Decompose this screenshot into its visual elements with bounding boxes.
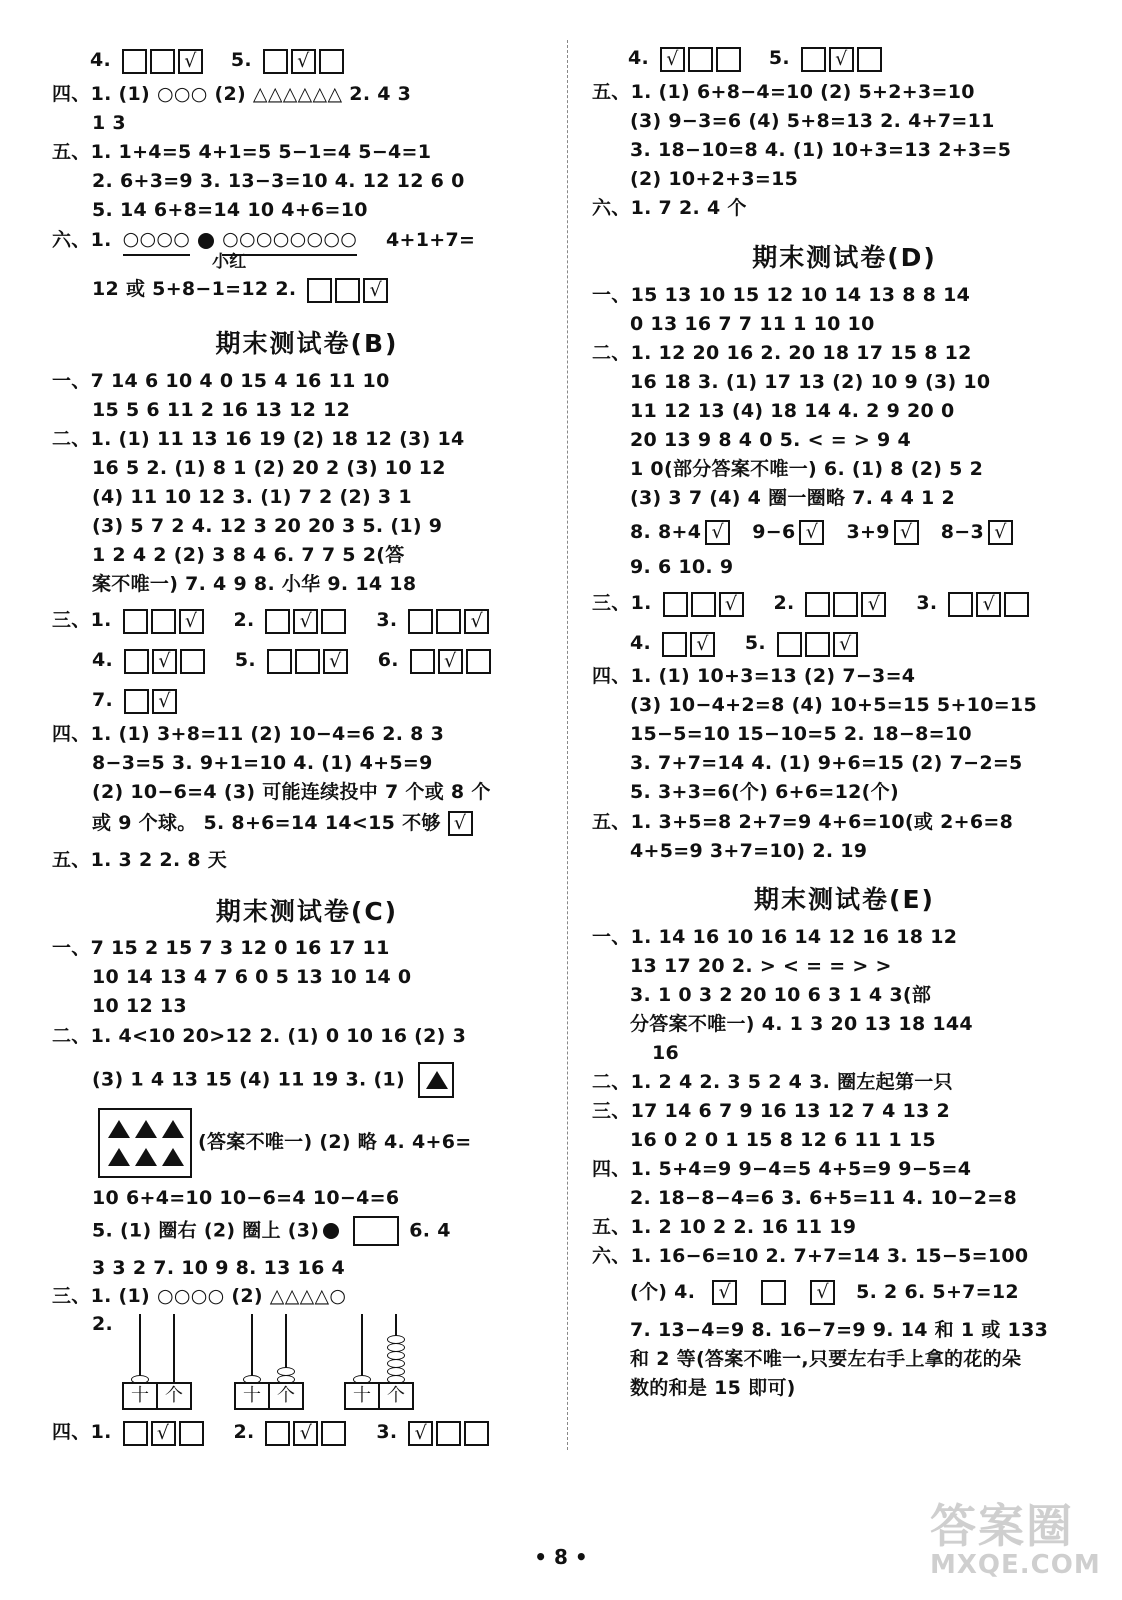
section-title-e: 期末测试卷(E)	[754, 885, 935, 914]
answer-line: 10 12 13	[92, 995, 187, 1017]
abacus-diagram	[344, 1314, 414, 1410]
check-box	[663, 592, 688, 617]
check-box	[801, 47, 826, 72]
answer-line: 12 或 5+8−1=12 2. √	[92, 275, 397, 304]
answer-line: 9. 6 10. 9	[630, 556, 734, 578]
check-box	[436, 609, 461, 634]
answer-line: 4. √ 5. √ 6. √	[92, 646, 500, 675]
check-box: √	[151, 1421, 176, 1446]
answer-line: (个) 4. √ √ 5. 2 6. 5+7=12	[630, 1281, 1019, 1303]
check-box	[307, 278, 332, 303]
answer-line: (3) 1 4 13 15 (4) 11 19 3. (1)	[92, 1062, 454, 1098]
check-box	[948, 592, 973, 617]
answer-line: 7. 13−4=9 8. 16−7=9 9. 14 和 1 或 133	[630, 1319, 1049, 1341]
check-box	[464, 1421, 489, 1446]
check-box: √	[712, 1280, 737, 1305]
check-box: √	[660, 47, 685, 72]
answer-line: (答案不唯一) (2) 略 4. 4+6=	[198, 1131, 472, 1153]
check-box	[410, 649, 435, 674]
answer-line: 一、15 13 10 15 12 10 14 13 8 8 14	[592, 284, 971, 306]
check-box	[151, 609, 176, 634]
abacus-rod	[361, 1314, 363, 1384]
check-box	[857, 47, 882, 72]
triangle-box-icon	[418, 1062, 454, 1098]
answer-line: (3) 5 7 2 4. 12 3 20 20 3 5. (1) 9	[92, 515, 443, 537]
answer-line: 数的和是 15 即可)	[630, 1377, 796, 1399]
answer-line: 16 5 2. (1) 8 1 (2) 20 2 (3) 10 12	[92, 457, 446, 479]
answer-line: 8. 8+4 √ 9−6 √ 3+9 √ 8−3 √	[630, 518, 1013, 546]
check-box: √	[829, 47, 854, 72]
check-box	[265, 609, 290, 634]
answer-line: 16	[652, 1042, 680, 1064]
check-box: √	[719, 592, 744, 617]
answer-line: 五、1. (1) 6+8−4=10 (2) 5+2+3=10	[592, 81, 975, 103]
answer-line: 15−5=10 15−10=5 2. 18−8=10	[630, 723, 972, 745]
answer-line: 五、1. 3+5=8 2+7=9 4+6=10(或 2+6=8	[592, 811, 1014, 833]
answer-line: (4) 11 10 12 3. (1) 7 2 (2) 3 1	[92, 486, 412, 508]
check-box	[335, 278, 360, 303]
answer-line: 一、7 14 6 10 4 0 15 4 16 11 10	[52, 370, 390, 392]
answer-line: 3. 1 0 3 2 20 10 6 3 1 4 3(部	[630, 984, 932, 1006]
answer-line: 四、1. 5+4=9 9−4=5 4+5=9 9−5=4	[592, 1158, 972, 1180]
watermark-logo: 答案圈 MXQE.COM	[930, 1499, 1101, 1580]
answer-line: (2) 10−6=4 (3) 可能连续投中 7 个或 8 个	[92, 781, 491, 803]
answer-line: 二、1. 2 4 2. 3 5 2 4 3. 圈左起第一只	[592, 1071, 953, 1093]
check-box	[833, 592, 858, 617]
check-box	[436, 1421, 461, 1446]
circle-row: ○○○○○○○○	[222, 225, 357, 256]
check-box	[123, 1421, 148, 1446]
filled-dot-icon	[323, 1223, 339, 1239]
abacus-base: 十 个	[234, 1382, 304, 1410]
answer-line: 五、1. 2 10 2 2. 16 11 19	[592, 1216, 857, 1238]
abacus-base: 十 个	[122, 1382, 192, 1410]
answer-line: 六、1. 7 2. 4 个	[592, 197, 747, 219]
check-box: √	[408, 1421, 433, 1446]
check-box: √	[178, 49, 203, 74]
check-box	[265, 1421, 290, 1446]
answer-line: 四、1. (1) 3+8=11 (2) 10−4=6 2. 8 3	[52, 723, 445, 745]
answer-line: 3 3 2 7. 10 9 8. 13 16 4	[92, 1257, 346, 1279]
check-box-group	[122, 47, 206, 75]
answer-line: 4. √ 5. √	[90, 46, 353, 75]
check-box: √	[323, 649, 348, 674]
check-box	[295, 649, 320, 674]
check-box	[688, 47, 713, 72]
check-box: √	[363, 278, 388, 303]
answer-line: 1 3	[92, 112, 126, 134]
check-box: √	[448, 811, 473, 836]
check-box: √	[179, 609, 204, 634]
check-box-group	[307, 276, 391, 304]
answer-line: 20 13 9 8 4 0 5. < = > 9 4	[630, 429, 911, 451]
check-box	[263, 49, 288, 74]
answer-line: 0 13 16 7 7 11 1 10 10	[630, 313, 875, 335]
answer-line: 2. 6+3=9 3. 13−3=10 4. 12 12 6 0	[92, 170, 465, 192]
abacus-bead	[387, 1335, 405, 1344]
check-box	[267, 649, 292, 674]
check-box	[716, 47, 741, 72]
check-box	[691, 592, 716, 617]
answer-line: 13 17 20 2. > < = = > >	[630, 955, 892, 977]
abacus-diagram	[122, 1314, 192, 1410]
abacus-rod	[251, 1314, 253, 1384]
answer-line: 11 12 13 (4) 18 14 4. 2 9 20 0	[630, 400, 955, 422]
check-box	[124, 649, 149, 674]
check-box	[466, 649, 491, 674]
answer-line: 15 5 6 11 2 16 13 12 12	[92, 399, 351, 421]
answer-line: 三、1. (1) ○○○○ (2) △△△△○	[52, 1285, 347, 1307]
column-divider	[567, 40, 568, 1450]
answer-line: 1 0(部分答案不唯一) 6. (1) 8 (2) 5 2	[630, 458, 984, 480]
answer-line: 二、1. 4<10 20>12 2. (1) 0 10 16 (2) 3	[52, 1025, 467, 1047]
check-box: √	[293, 609, 318, 634]
answer-line: 五、1. 3 2 2. 8 天	[52, 849, 228, 871]
answer-line: (3) 9−3=6 (4) 5+8=13 2. 4+7=11	[630, 110, 995, 132]
answer-line: (3) 3 7 (4) 4 圈一圈略 7. 4 4 1 2	[630, 487, 956, 509]
check-box: √	[152, 689, 177, 714]
answer-line: 5. 14 6+8=14 10 4+6=10	[92, 199, 368, 221]
check-box	[777, 632, 802, 657]
answer-line: 一、1. 14 16 10 16 14 12 16 18 12	[592, 926, 958, 948]
check-box	[408, 609, 433, 634]
check-box	[319, 49, 344, 74]
answer-line: 4+5=9 3+7=10) 2. 19	[630, 840, 868, 862]
page-number: • 8 •	[534, 1545, 588, 1569]
check-box: √	[690, 632, 715, 657]
section-title-b: 期末测试卷(B)	[215, 329, 399, 358]
answer-line: (2) 10+2+3=15	[630, 168, 799, 190]
empty-rectangle-icon	[353, 1216, 399, 1246]
check-box	[321, 609, 346, 634]
answer-line: 四、1. (1) 10+3=13 (2) 7−3=4	[592, 665, 916, 687]
check-box: √	[894, 520, 919, 545]
answer-line: 16 18 3. (1) 17 13 (2) 10 9 (3) 10	[630, 371, 991, 393]
label-xiaohong: 小红	[212, 252, 247, 272]
check-box: √	[799, 520, 824, 545]
check-box-group	[263, 47, 347, 75]
answer-line: 二、1. (1) 11 13 16 19 (2) 18 12 (3) 14	[52, 428, 465, 450]
answer-line: 3. 18−10=8 4. (1) 10+3=13 2+3=5	[630, 139, 1012, 161]
answer-line: 四、1. √ 2. √ 3. √	[52, 1418, 498, 1447]
answer-line: 4. √ 5. √	[630, 629, 867, 658]
abacus-rod	[173, 1314, 175, 1384]
answer-line: 案不唯一) 7. 4 9 8. 小华 9. 14 18	[92, 573, 417, 595]
answer-line: 1 2 4 2 (2) 3 8 4 6. 7 7 5 2(答	[92, 544, 405, 566]
check-box: √	[464, 609, 489, 634]
check-box: √	[293, 1421, 318, 1446]
check-box	[805, 592, 830, 617]
check-box	[1004, 592, 1029, 617]
answer-line: 8−3=5 3. 9+1=10 4. (1) 4+5=9	[92, 752, 433, 774]
answer-line: 3. 7+7=14 4. (1) 9+6=15 (2) 7−2=5	[630, 752, 1023, 774]
answer-line: 三、1. √ 2. √ 3. √	[52, 606, 498, 635]
abacus-bead	[387, 1351, 405, 1360]
check-box: √	[705, 520, 730, 545]
answer-line: 16 0 2 0 1 15 8 12 6 11 1 15	[630, 1129, 936, 1151]
answer-line: (3) 10−4+2=8 (4) 10+5=15 5+10=15	[630, 694, 1037, 716]
answer-line: 5. 3+3=6(个) 6+6=12(个)	[630, 781, 899, 803]
answer-line: 4. √ 5. √	[628, 44, 891, 73]
abacus-bead	[277, 1367, 295, 1376]
answer-line: 二、1. 12 20 16 2. 20 18 17 15 8 12	[592, 342, 972, 364]
check-box	[761, 1280, 786, 1305]
check-box	[123, 609, 148, 634]
check-box: √	[152, 649, 177, 674]
triangle-grid-icon	[98, 1108, 192, 1178]
check-box	[805, 632, 830, 657]
circle-row: ○○○○	[123, 225, 191, 256]
check-box	[122, 49, 147, 74]
answer-line: 2.	[92, 1313, 114, 1335]
abacus-bead	[387, 1359, 405, 1368]
filled-dot-icon	[198, 233, 214, 249]
check-box: √	[988, 520, 1013, 545]
check-box	[124, 689, 149, 714]
answer-line: 2. 18−8−4=6 3. 6+5=11 4. 10−2=8	[630, 1187, 1017, 1209]
check-box: √	[833, 632, 858, 657]
check-box: √	[810, 1280, 835, 1305]
check-box	[180, 649, 205, 674]
check-box	[321, 1421, 346, 1446]
answer-line: 六、1. ○○○○ ○○○○○○○○ 4+1+7=	[52, 225, 475, 256]
answer-line: 10 6+4=10 10−6=4 10−4=6	[92, 1187, 400, 1209]
abacus-diagram	[234, 1314, 304, 1410]
answer-line: 7. √	[92, 686, 186, 715]
answer-line: 六、1. 16−6=10 2. 7+7=14 3. 15−5=100	[592, 1245, 1029, 1267]
answer-line: 10 14 13 4 7 6 0 5 13 10 14 0	[92, 966, 412, 988]
section-title-c: 期末测试卷(C)	[215, 897, 399, 926]
check-box: √	[861, 592, 886, 617]
answer-line: 和 2 等(答案不唯一,只要左右手上拿的花的朵	[630, 1348, 1022, 1370]
answer-line: 三、17 14 6 7 9 16 13 12 7 4 13 2	[592, 1100, 951, 1122]
check-box	[662, 632, 687, 657]
section-title-d: 期末测试卷(D)	[752, 243, 937, 272]
abacus-bead	[387, 1367, 405, 1376]
check-box: √	[291, 49, 316, 74]
check-box	[179, 1421, 204, 1446]
abacus-rod	[139, 1314, 141, 1384]
check-box: √	[976, 592, 1001, 617]
check-box	[150, 49, 175, 74]
answer-line: 或 9 个球。 5. 8+6=14 14<15 不够 √	[92, 809, 476, 837]
abacus-base: 十 个	[344, 1382, 414, 1410]
abacus-bead	[387, 1343, 405, 1352]
answer-line: 四、1. (1) ○○○ (2) △△△△△△ 2. 4 3	[52, 83, 412, 105]
answer-line: 一、7 15 2 15 7 3 12 0 16 17 11	[52, 937, 390, 959]
answer-line: 五、1. 1+4=5 4+1=5 5−1=4 5−4=1	[52, 141, 432, 163]
answer-line: 三、1. √ 2. √ 3. √	[592, 589, 1038, 618]
answer-line: 5. (1) 圈右 (2) 圈上 (3) 6. 4	[92, 1216, 451, 1246]
answer-line: 分答案不唯一) 4. 1 3 20 13 18 144	[630, 1013, 973, 1035]
check-box: √	[438, 649, 463, 674]
